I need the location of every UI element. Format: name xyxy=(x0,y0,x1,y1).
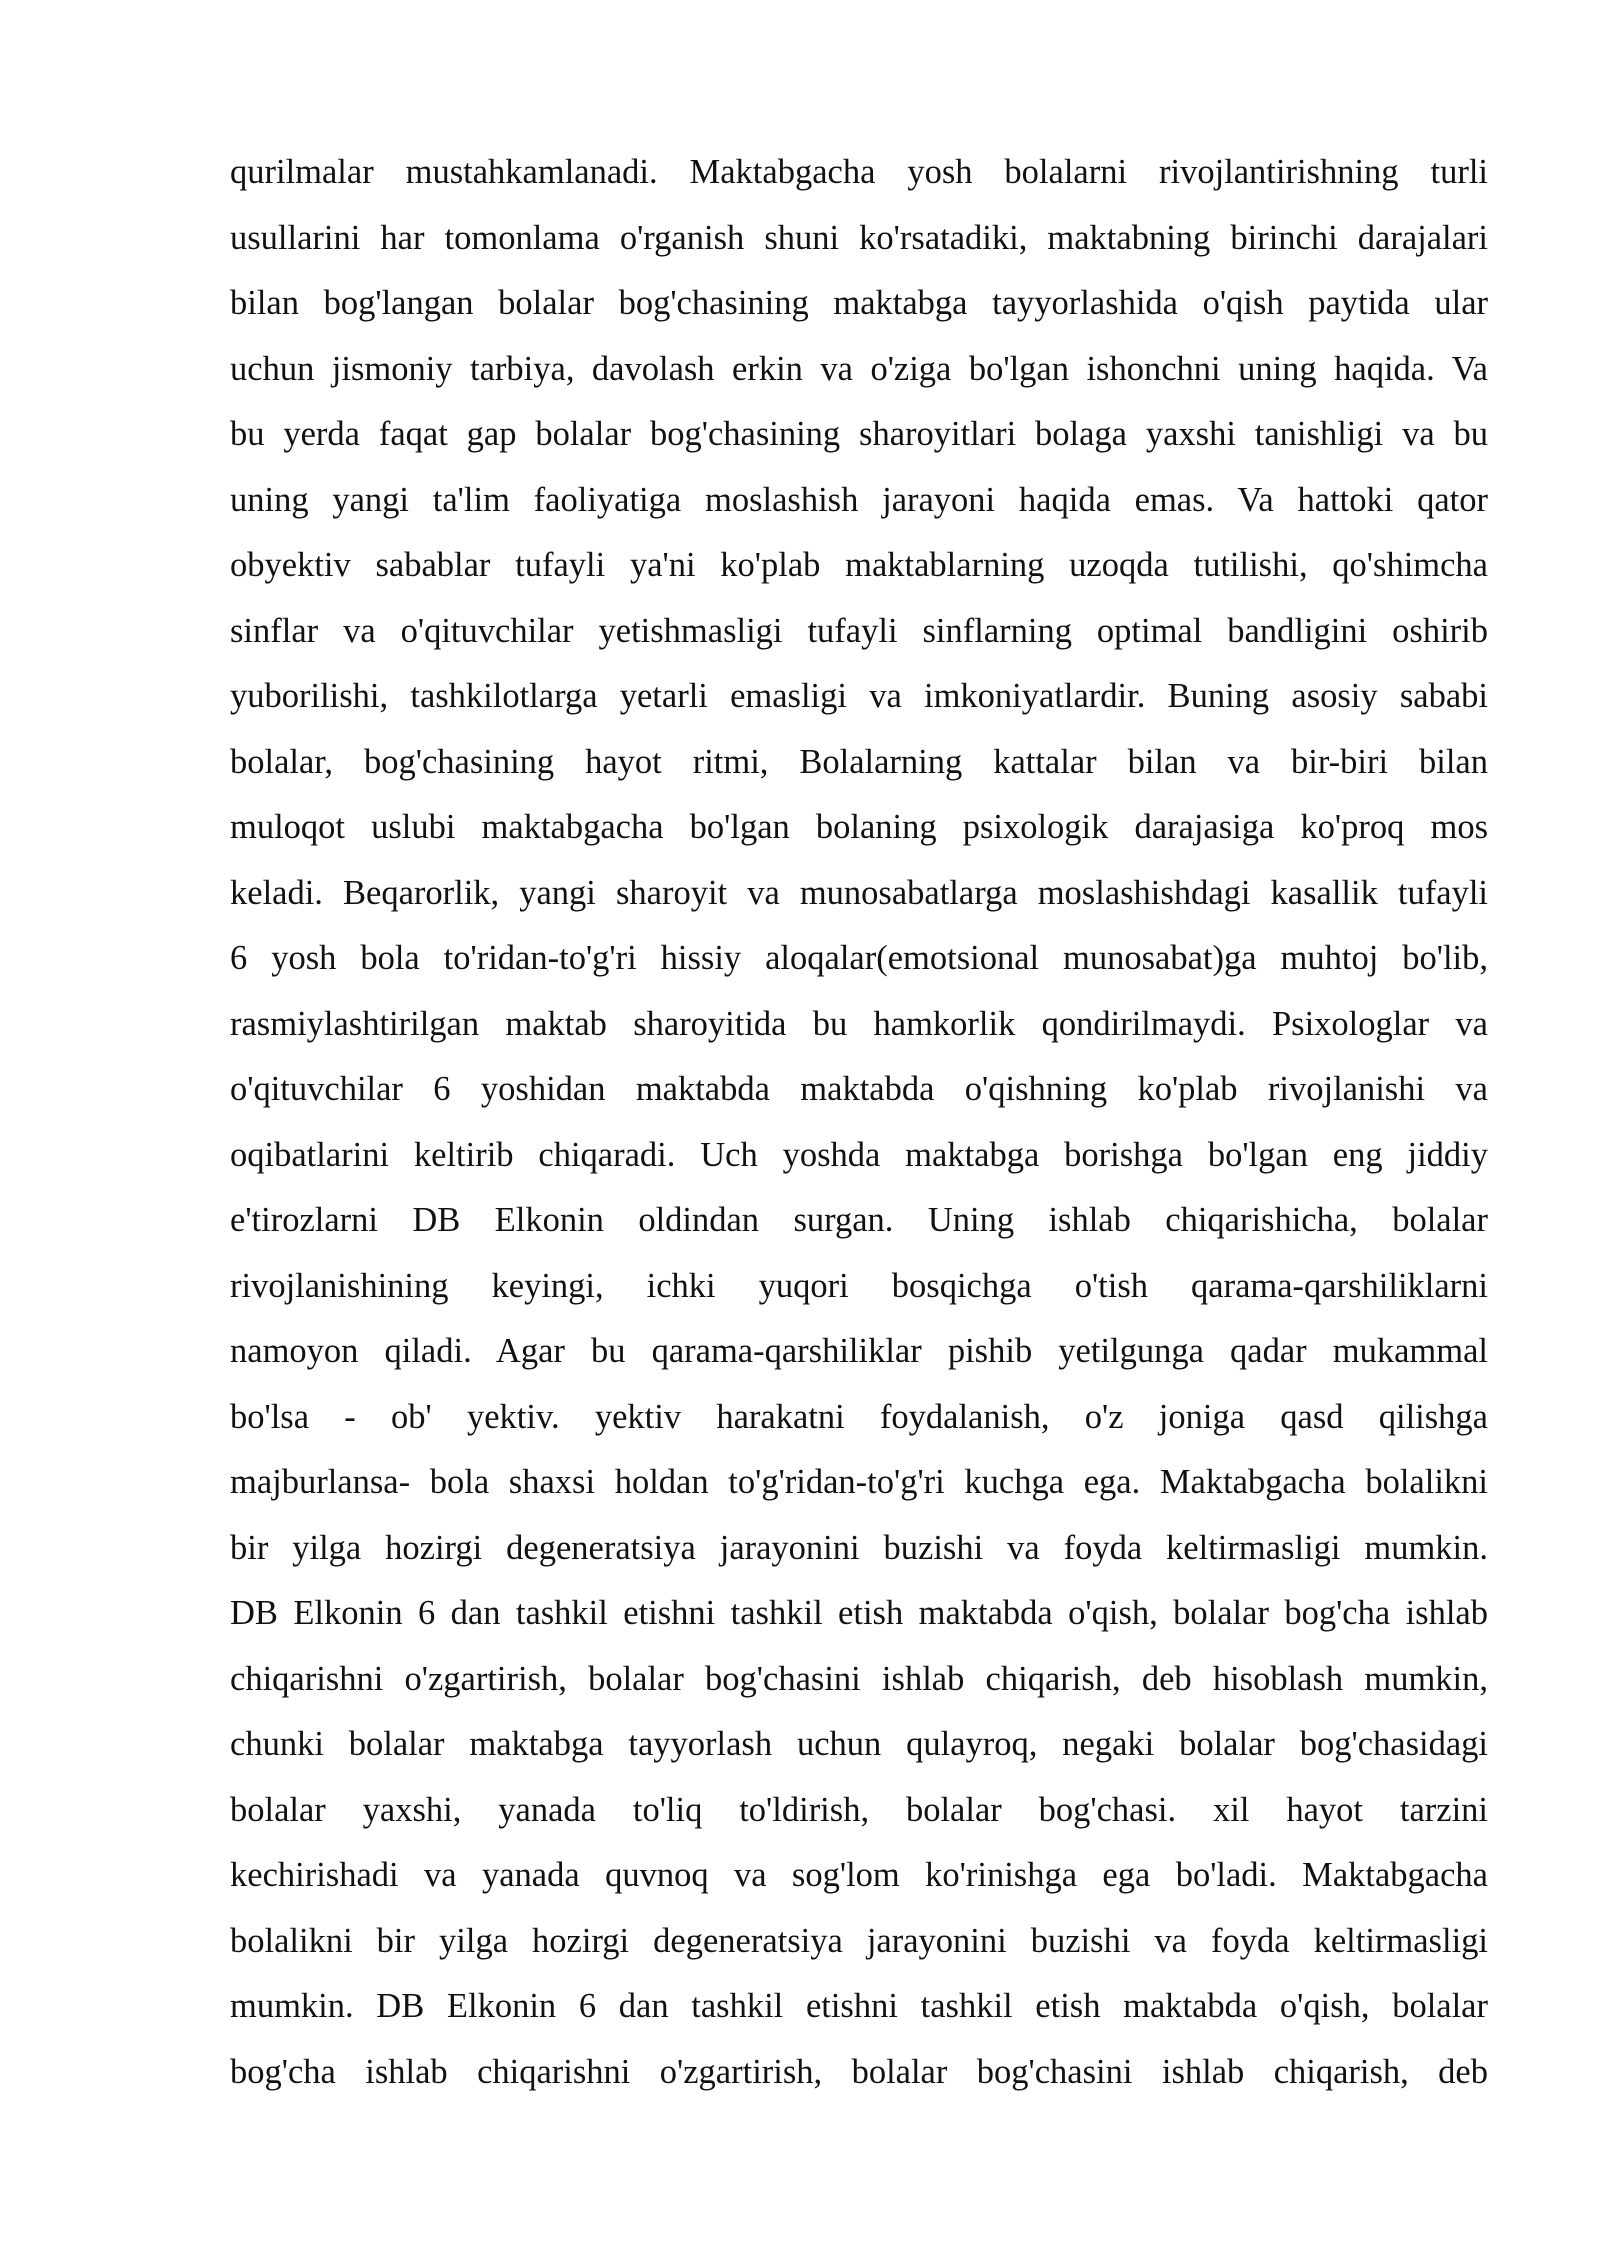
text-line-21: majburlansa- bola shaxsi holdan to'g'ridan-to'g'ri kuchga ega. Maktabgacha bolalikni xyxy=(230,1463,1488,1501)
text-line-20: bo'lsa - ob' yektiv. yektiv harakatni foydalanish, o'z joniga qasd qilishga xyxy=(230,1397,1488,1436)
text-line-26: bolalar yaxshi, yanada to'liq to'ldirish, bolalar bog'chasi. xil hayot tarzini xyxy=(230,1790,1488,1829)
text-line-19: namoyon qiladi. Agar bu qarama-qarshiliklar pishib yetilgunga qadar mukammal xyxy=(230,1332,1488,1370)
body-text xyxy=(230,140,1488,2105)
text-line-30: bog'cha ishlab chiqarishni o'zgartirish, bolalar bog'chasini ishlab chiqarish, deb xyxy=(230,2052,1488,2091)
text-line-11: muloqot uslubi maktabgacha bo'lgan bolaning psixologik darajasiga ko'proq mos xyxy=(230,808,1488,846)
text-line-1: qurilmalar mustahkamlanadi. Maktabgacha yosh bolalarni rivojlantirishning turli xyxy=(230,153,1488,191)
text-line-28: bolalikni bir yilga hozirgi degeneratsiya jarayonini buzishi va foyda keltirmasligi xyxy=(230,1921,1488,1960)
text-line-4: uchun jismoniy tarbiya, davolash erkin va o'ziga bo'lgan ishonchni uning haqida. Va xyxy=(230,349,1488,388)
text-line-24: chiqarishni o'zgartirish, bolalar bog'chasini ishlab chiqarish, deb hisoblash mumkin, xyxy=(230,1659,1488,1698)
text-line-8: sinflar va o'qituvchilar yetishmasligi tufayli sinflarning optimal bandligini oshirib xyxy=(230,611,1488,650)
text-line-27: kechirishadi va yanada quvnoq va sog'lom ko'rinishga ega bo'ladi. Maktabgacha xyxy=(230,1856,1488,1894)
text-line-6: uning yangi ta'lim faoliyatiga moslashish jarayoni haqida emas. Va hattoki qator xyxy=(230,480,1488,519)
text-line-9: yuborilishi, tashkilotlarga yetarli emasligi va imkoniyatlardir. Buning asosiy sababi xyxy=(230,677,1488,715)
text-line-7: obyektiv sabablar tufayli ya'ni ko'plab maktablarning uzoqda tutilishi, qo'shimcha xyxy=(230,546,1488,584)
text-line-16: oqibatlarini keltirib chiqaradi. Uch yoshda maktabga borishga bo'lgan eng jiddiy xyxy=(230,1135,1488,1174)
text-line-15: o'qituvchilar 6 yoshidan maktabda maktabda o'qishning ko'plab rivojlanishi va xyxy=(230,1070,1488,1108)
text-line-17: e'tirozlarni DB Elkonin oldindan surgan. Uning ishlab chiqarishicha, bolalar xyxy=(230,1201,1488,1239)
text-line-29: mumkin. DB Elkonin 6 dan tashkil etishni tashkil etish maktabda o'qish, bolalar xyxy=(230,1987,1488,2025)
text-line-3: bilan bog'langan bolalar bog'chasining maktabga tayyorlashida o'qish paytida ular xyxy=(230,284,1488,322)
text-line-25: chunki bolalar maktabga tayyorlash uchun qulayroq, negaki bolalar bog'chasidagi xyxy=(230,1725,1488,1763)
text-line-2: usullarini har tomonlama o'rganish shuni ko'rsatadiki, maktabning birinchi darajalari xyxy=(230,218,1488,257)
text-line-22: bir yilga hozirgi degeneratsiya jarayonini buzishi va foyda keltirmasligi mumkin. xyxy=(230,1528,1488,1567)
text-line-12: keladi. Beqarorlik, yangi sharoyit va munosabatlarga moslashishdagi kasallik tufayli xyxy=(230,873,1488,912)
text-line-23: DB Elkonin 6 dan tashkil etishni tashkil etish maktabda o'qish, bolalar bog'cha ishlab xyxy=(230,1594,1488,1632)
text-line-5: bu yerda faqat gap bolalar bog'chasining sharoyitlari bolaga yaxshi tanishligi va bu xyxy=(230,415,1488,453)
text-line-18: rivojlanishining keyingi, ichki yuqori bosqichga o'tish qarama-qarshiliklarni xyxy=(230,1266,1488,1305)
text-line-14: rasmiylashtirilgan maktab sharoyitida bu hamkorlik qondirilmaydi. Psixologlar va xyxy=(230,1004,1488,1043)
text-line-13: 6 yosh bola to'ridan-to'g'ri hissiy aloqalar(emotsional munosabat)ga muhtoj bo'lib, xyxy=(230,939,1488,977)
text-line-10: bolalar, bog'chasining hayot ritmi, Bolalarning kattalar bilan va bir-biri bilan xyxy=(230,742,1488,781)
